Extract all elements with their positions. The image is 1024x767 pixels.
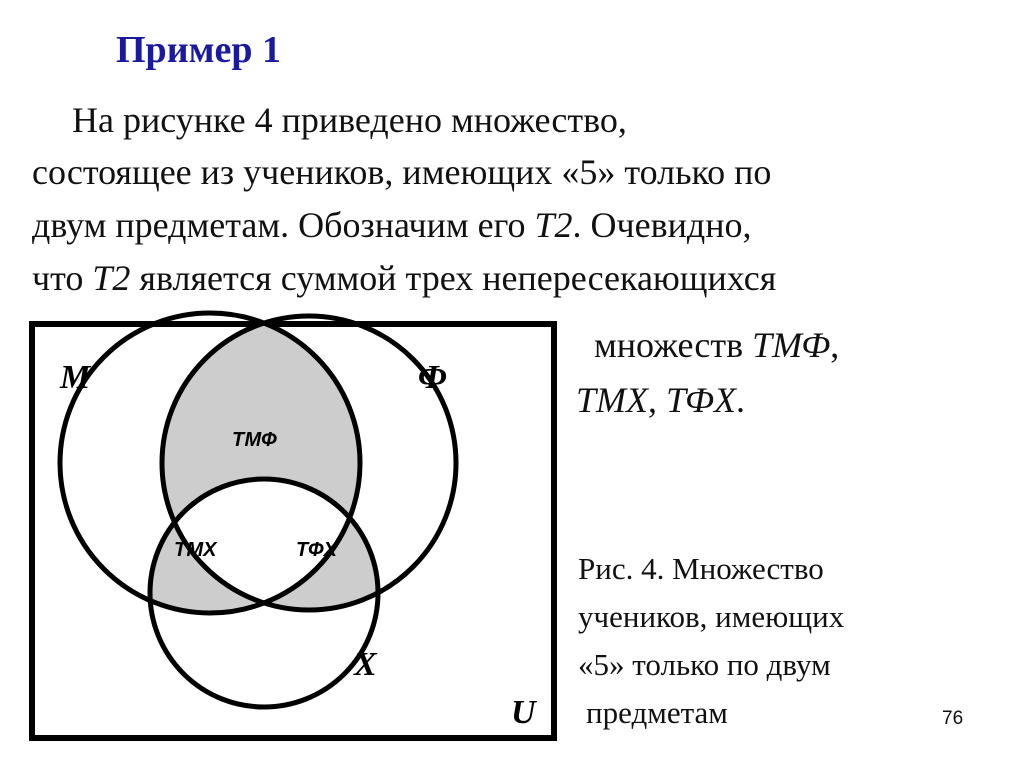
- region-tmx-label: ТМХ: [174, 539, 217, 561]
- set-tfx-term: ТФХ: [666, 380, 736, 420]
- body-line-3-start: двум предметам. Обозначим его: [32, 205, 535, 245]
- set-t2-term: Т2: [534, 205, 573, 245]
- body-line-6-sep: ,: [648, 380, 666, 420]
- set-tmx-term: ТМХ: [576, 380, 648, 420]
- caption-line-3: «5» только по двум: [578, 647, 831, 682]
- body-line-2: состоящее из учеников, имеющих «5» только по: [32, 152, 772, 192]
- caption-line-1: Рис. 4. Множество: [578, 551, 824, 586]
- caption-line-4: предметам: [586, 695, 728, 730]
- set-f-label: Ф: [418, 359, 447, 396]
- body-line-4-end: является суммой трех непересекающихся: [130, 258, 777, 298]
- region-tmf-label: ТМФ: [232, 429, 277, 451]
- body-line-5-start: множеств: [594, 325, 753, 365]
- page-number: 76: [942, 708, 964, 729]
- slide-title: Пример 1: [116, 29, 281, 71]
- universe-label: U: [511, 694, 536, 731]
- set-tmf-term: ТМФ: [752, 325, 831, 365]
- body-line-1: На рисунке 4 приведено множество,: [72, 100, 627, 140]
- body-line-4-start: что: [32, 258, 93, 298]
- set-m-label: М: [60, 359, 91, 396]
- set-t2-term-2: Т2: [92, 258, 131, 298]
- caption-line-2: учеников, имеющих: [578, 599, 845, 634]
- region-tfx-label: ТФХ: [296, 539, 337, 561]
- body-line-3-end: . Очевидно,: [572, 205, 752, 245]
- body-line-6-end: .: [736, 380, 745, 420]
- set-x-label: Х: [354, 646, 377, 683]
- body-line-5-comma: ,: [830, 325, 840, 365]
